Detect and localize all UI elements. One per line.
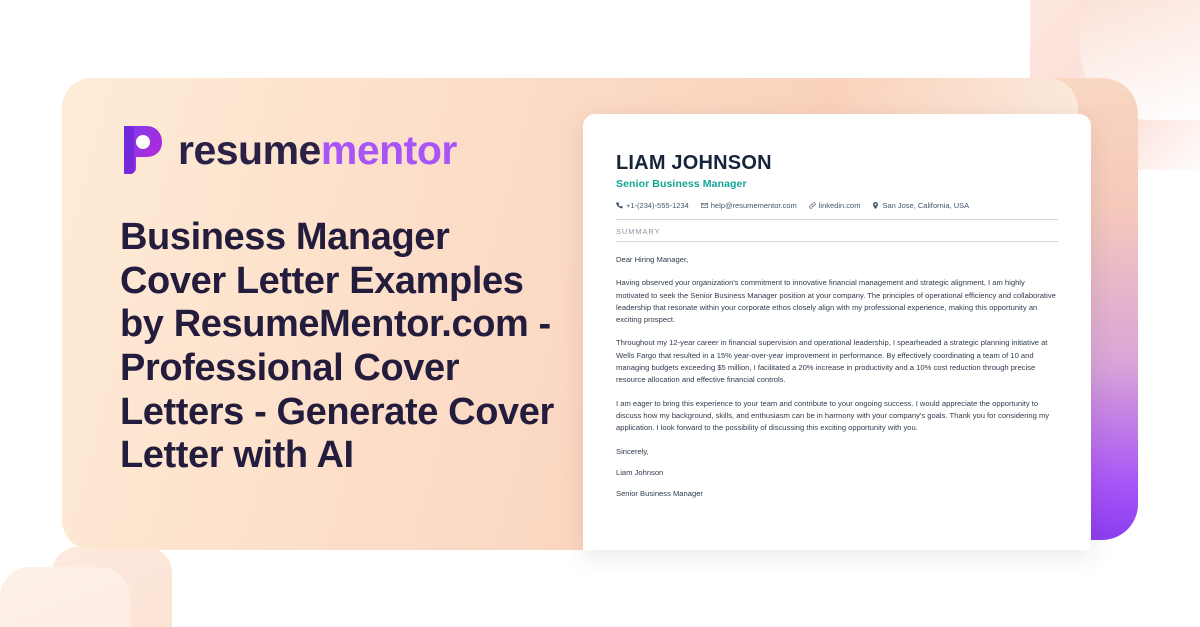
resumementor-logo-icon (120, 124, 164, 176)
section-label-summary: SUMMARY (616, 227, 661, 236)
contact-email-text: help@resumementor.com (710, 201, 797, 210)
contact-phone (616, 201, 689, 210)
divider-under-section-label (616, 241, 1058, 242)
contact-linkedin (809, 201, 861, 210)
contact-phone-text: +1-(234)-555-1234 (626, 201, 689, 210)
decorative-blob-bottom-left-outer (0, 567, 130, 627)
letter-paragraph-2: Throughout my 12-year career in financial supervision and operational leadership, I spearheaded a strategic planning initiative at Wells Fargo that resulted in a 15% year-over-year improvement in performance. By effectively coordinating a team of 10 and managing budgets exceeding $5 million, I facilitated a 20% increase in productivity and a 10% cost reduction through precise resource allocation and effective financial controls. (616, 338, 1048, 385)
brand-word-resume: resume (178, 126, 321, 173)
page-title: Business Manager Cover Letter Examples by ResumeMentor.com - Professional Cover Letters - Generate Cover Letter with AI (120, 216, 554, 477)
contact-email (701, 201, 797, 210)
mail-icon (701, 202, 708, 209)
contact-row (616, 201, 1058, 210)
left-column (120, 118, 560, 504)
cover-letter-document (583, 114, 1091, 550)
contact-linkedin-text: linkedin.com (818, 201, 861, 210)
contact-location (872, 201, 969, 210)
phone-icon (616, 202, 623, 209)
brand-word-mentor: mentor (320, 126, 457, 173)
letter-signature-name: Liam Johnson (616, 467, 664, 477)
applicant-role: Senior Business Manager (616, 178, 747, 190)
letter-paragraph-1: Having observed your organization's commitment to innovative financial management and strategic alignment, I am highly motivated to seek the Senior Business Manager position at your company. The principles of operational efficiency and collaborative leadership that resonate within your corporate ethos closely align with my professional experience, making this opportunity an exciting prospect. (616, 278, 1056, 325)
contact-location-text: San Jose, California, USA (882, 201, 970, 210)
letter-closing: Sincerely, (616, 446, 649, 456)
brand-logo[interactable] (120, 118, 560, 182)
letter-body (616, 254, 1058, 500)
location-pin-icon (872, 202, 879, 209)
brand-wordmark (178, 126, 457, 173)
letter-salutation: Dear Hiring Manager, (616, 255, 689, 264)
applicant-name: LIAM JOHNSON (616, 152, 772, 174)
letter-signature-role: Senior Business Manager (616, 489, 703, 499)
divider-top (616, 219, 1058, 220)
link-icon (809, 202, 816, 209)
letter-paragraph-3: I am eager to bring this experience to your team and contribute to your ongoing success. I would appreciate the opportunity to discuss how my background, skills, and enthusiasm can be in harmony with your company's goals. Thank you for considering my application. I look forward to the possibility of discussing this exciting opportunity with you. (616, 398, 1050, 433)
